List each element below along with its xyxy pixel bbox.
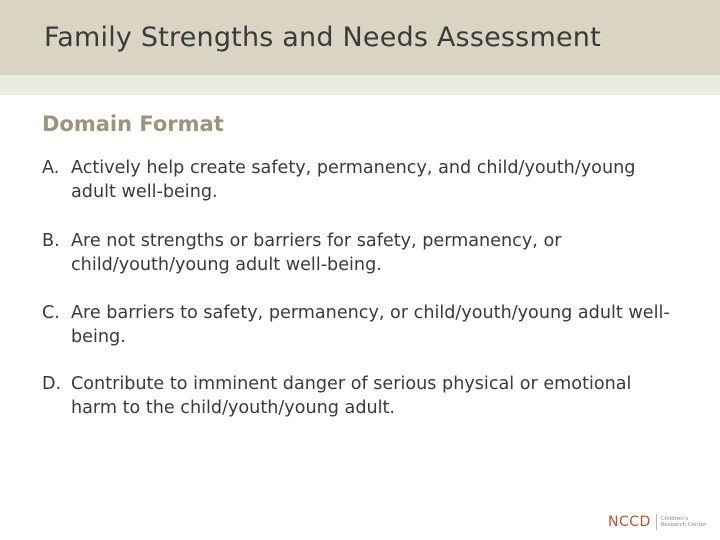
section-heading: Domain Format	[42, 112, 224, 136]
logo-subtext	[661, 516, 707, 528]
nccd-logo	[608, 510, 706, 534]
list-item-letter: D.	[42, 374, 62, 394]
list-item	[42, 229, 682, 277]
slide-title: Family Strengths and Needs Assessment	[44, 22, 601, 53]
list-item	[42, 156, 682, 204]
list-item-text: Are not strengths or barriers for safety, permanency, or child/youth/young adult well-being.	[71, 231, 562, 275]
list-item-text: Actively help create safety, permanency, and child/youth/young adult well-being.	[71, 158, 636, 202]
logo-subtext-line2: Research Center	[660, 522, 707, 528]
logo-wordmark: NCCD	[608, 514, 651, 530]
logo-divider	[656, 514, 657, 530]
logo-subtext-line1: Children's	[660, 516, 689, 522]
list-item-letter: C.	[42, 303, 60, 323]
list-item-letter: B.	[42, 231, 60, 251]
list-item-letter: A.	[42, 158, 60, 178]
list-item	[42, 301, 682, 349]
list-item	[42, 372, 682, 420]
title-bar-stripe	[0, 75, 720, 95]
list-item-text: Are barriers to safety, permanency, or child/youth/young adult well-being.	[71, 303, 670, 347]
list-item-text: Contribute to imminent danger of serious physical or emotional harm to the child/youth/young adult.	[71, 374, 632, 418]
